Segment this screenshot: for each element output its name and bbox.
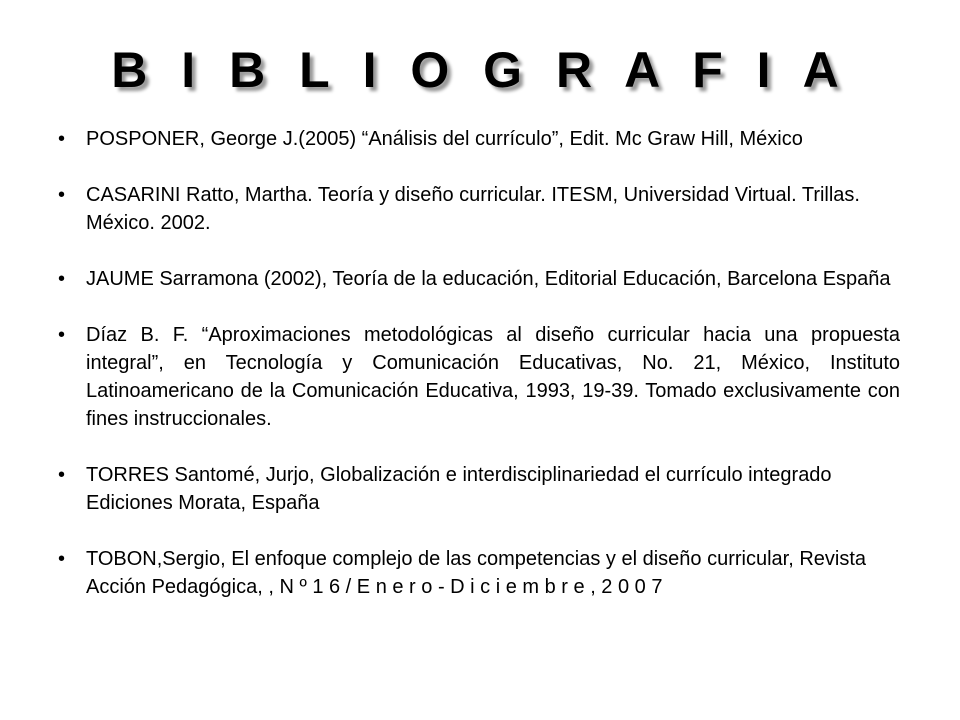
slide-title: B I B L I O G R A F I A <box>111 42 849 98</box>
bibliography-list <box>58 125 900 629</box>
bullet-icon: • <box>58 128 66 150</box>
bibliography-item <box>58 461 900 517</box>
bibliography-item <box>58 181 900 237</box>
bibliography-item <box>58 265 900 293</box>
bibliography-item <box>58 321 900 433</box>
reference-text: TORRES Santomé, Jurjo, Globalización e interdisciplinariedad el currículo integrado Ediciones Morata, España <box>86 464 832 514</box>
reference-text: Díaz B. F. “Aproximaciones metodológicas al diseño curricular hacia una propuesta integral”, en Tecnología y Comunicación Educativas, No. 21, México, Instituto Latinoamericano de la Comunicación Educativa, 1993, 19-39. Tomado exclusivamente con fines instruccionales. <box>86 324 900 430</box>
bullet-icon: • <box>58 548 66 570</box>
reference-text: CASARINI Ratto, Martha. Teoría y diseño curricular. ITESM, Universidad Virtual. Trillas. México. 2002. <box>86 184 860 234</box>
bullet-icon: • <box>58 324 66 346</box>
bullet-icon: • <box>58 184 66 206</box>
reference-text: TOBON,Sergio, El enfoque complejo de las competencias y el diseño curricular, Revista Acción Pedagógica, , N º 1 6 / E n e r o - D i c i e m b r e , 2 0 0 7 <box>86 548 867 598</box>
bibliography-item <box>58 125 900 153</box>
bibliography-item <box>58 545 900 601</box>
bullet-icon: • <box>58 268 66 290</box>
reference-text: JAUME Sarramona (2002), Teoría de la educación, Editorial Educación, Barcelona España <box>86 268 891 290</box>
reference-text: POSPONER, George J.(2005) “Análisis del currículo”, Edit. Mc Graw Hill, México <box>86 128 803 150</box>
bullet-icon: • <box>58 464 66 486</box>
